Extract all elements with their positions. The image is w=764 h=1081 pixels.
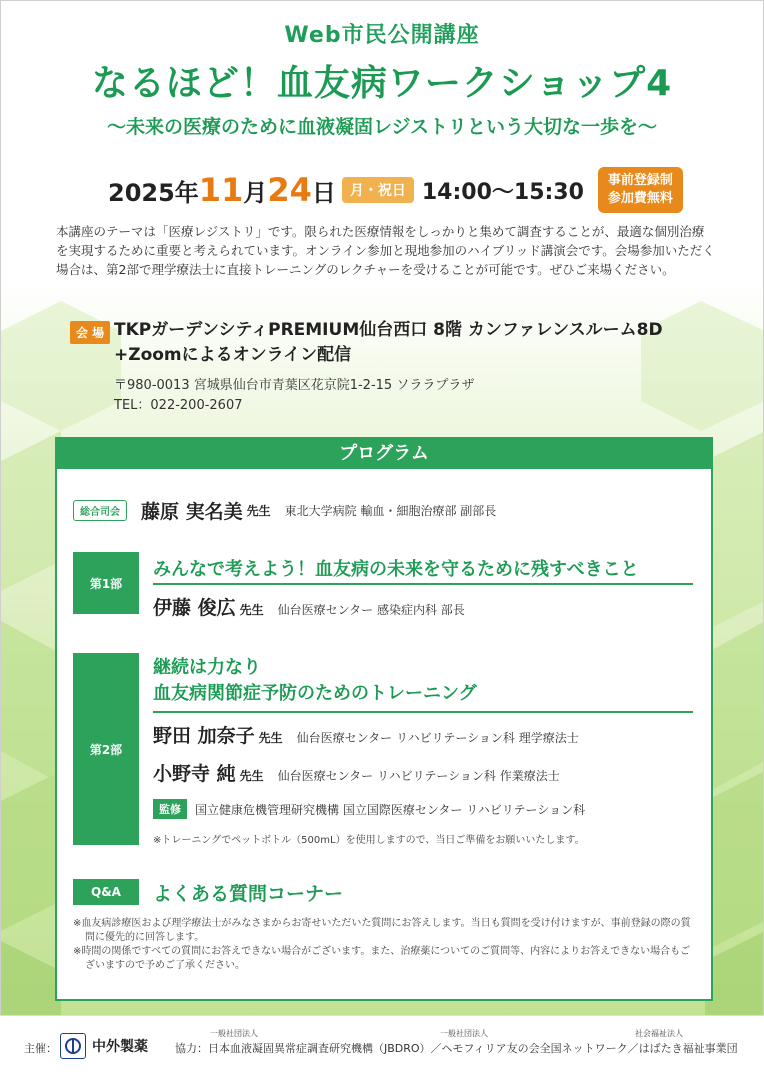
sponsor-label: 主催：: [24, 1042, 57, 1055]
venue-label: 会 場: [70, 321, 110, 344]
registration-line1: 事前登録制: [607, 173, 673, 188]
date-year: 2025年: [108, 178, 199, 207]
date-month-unit: 月: [243, 178, 268, 207]
part2-supervision: [153, 799, 585, 819]
venue-address: [114, 376, 720, 416]
part2-speaker1-affiliation: 仙台医療センター リハビリテーション科 理学療法士: [296, 731, 579, 745]
sponsor-logo: [60, 1033, 148, 1059]
part1-speaker-affiliation: 仙台医療センター 感染症内科 部長: [277, 603, 465, 617]
mc-affiliation: 東北大学病院 輸血・細胞治療部 副部長: [284, 504, 497, 518]
date-day: 24: [267, 171, 312, 209]
date-month: 11: [198, 171, 244, 209]
supervision-text: 国立健康危機管理研究機構 国立国際医療センター リハビリテーション科: [195, 802, 586, 817]
part2-title-line2: 血友病関節症予防のためのトレーニング: [153, 683, 477, 704]
part1-speaker: [153, 593, 465, 620]
day-of-week-badge: 月・祝日: [342, 177, 414, 203]
org-type-label: 一般社団法人: [440, 1029, 488, 1038]
part2-title: [153, 655, 477, 707]
venue-address-line: 〒980-0013 宮城県仙台市青葉区花京院1-2-15 ソララプラザ: [114, 378, 475, 393]
org-type-label: 社会福祉法人: [635, 1029, 683, 1038]
venue-tel: TEL：022-200-2607: [114, 398, 243, 413]
part2-speaker2-honorific: 先生: [239, 769, 264, 783]
part1-divider: [153, 583, 693, 585]
supervision-label: 監修: [153, 799, 187, 819]
program-heading: プログラム: [57, 439, 711, 469]
qa-title: よくある質問コーナー: [153, 883, 344, 905]
mc-label: 総合司会: [73, 500, 127, 521]
registration-badge: [598, 167, 683, 213]
chugai-logo-icon: [60, 1033, 86, 1059]
part1-speaker-name: 伊藤 俊広: [153, 597, 236, 619]
part2-note: ※トレーニングでペットボトル（500mL）を使用しますので、当日ご準備をお願いいたします。: [153, 835, 585, 846]
mc-row: [73, 497, 496, 524]
qa-notes: [73, 917, 698, 973]
part1-label: 第1部: [73, 552, 139, 614]
org-type-label: 一般社団法人: [210, 1029, 258, 1038]
event-tagline: 〜未来の医療のために血液凝固レジストリという大切な一歩を〜: [107, 116, 657, 138]
part2-title-line1: 継続は力なり: [153, 657, 261, 678]
mc-honorific: 先生: [246, 504, 271, 518]
date-day-unit: 日: [311, 178, 336, 207]
part2-speaker: [153, 759, 560, 786]
part2-divider: [153, 711, 693, 713]
event-time: 14:00〜15:30: [421, 179, 584, 205]
qa-note: ※血友病診療医および理学療法士がみなさまからお寄せいただいた質問にお答えします。当日も質問を受け付けますが、事前登録の際の質問に優先的に回答します。: [73, 918, 691, 943]
event-date: [108, 168, 683, 212]
registration-line2: 参加費無料: [607, 191, 673, 206]
event-subtitle: Web市民公開講座: [284, 23, 480, 48]
venue-name-line2: +Zoomによるオンライン配信: [114, 345, 352, 365]
part2-label: 第2部: [73, 653, 139, 845]
intro-text: 本講座のテーマは「医療レジストリ」です。限られた医療情報をしっかりと集めて調査することが、最適な個別治療を実現するために重要と考えられています。オンライン参加と現地参加のハイブリッド講演会です。会場参加いただく場合は、第2部で理学療法士に直接トレーニングのレクチャーを受けることが可能です。ぜひご来場ください。: [56, 224, 715, 277]
venue-name-line1: TKPガーデンシティPREMIUM仙台西口 8階 カンファレンスルーム8D: [114, 320, 663, 340]
sponsor-name: 中外製薬: [92, 1039, 148, 1055]
venue-name: [114, 318, 720, 368]
part2-speaker1-honorific: 先生: [258, 731, 283, 745]
qa-note: ※時間の関係ですべての質問にお答えできない場合がございます。また、治療薬についてのご質問等、内容によりお答えできない場合もございますので予めご了承ください。: [73, 946, 691, 971]
program-box: [55, 437, 713, 1001]
header: [0, 18, 764, 139]
part2-speaker1-name: 野田 加奈子: [153, 725, 255, 747]
part2-speaker: [153, 721, 579, 748]
part1-title: みんなで考えよう！血友病の未来を守るために残すべきこと: [153, 559, 639, 580]
qa-label: Q&A: [73, 879, 139, 905]
footer: [0, 1015, 764, 1081]
part2-speaker2-affiliation: 仙台医療センター リハビリテーション科 作業療法士: [277, 769, 560, 783]
venue-section: [70, 318, 720, 416]
part2-speaker2-name: 小野寺 純: [153, 763, 236, 785]
event-title: なるほど！血友病ワークショップ4: [91, 63, 673, 104]
cooperation-text: 協力：日本血液凝固異常症調査研究機構（JBDRO）／ヘモフィリア友の会全国ネットワーク／はばたき福祉事業団: [175, 1042, 738, 1055]
mc-name: 藤原 実名美: [141, 501, 243, 523]
part1-speaker-honorific: 先生: [239, 603, 264, 617]
